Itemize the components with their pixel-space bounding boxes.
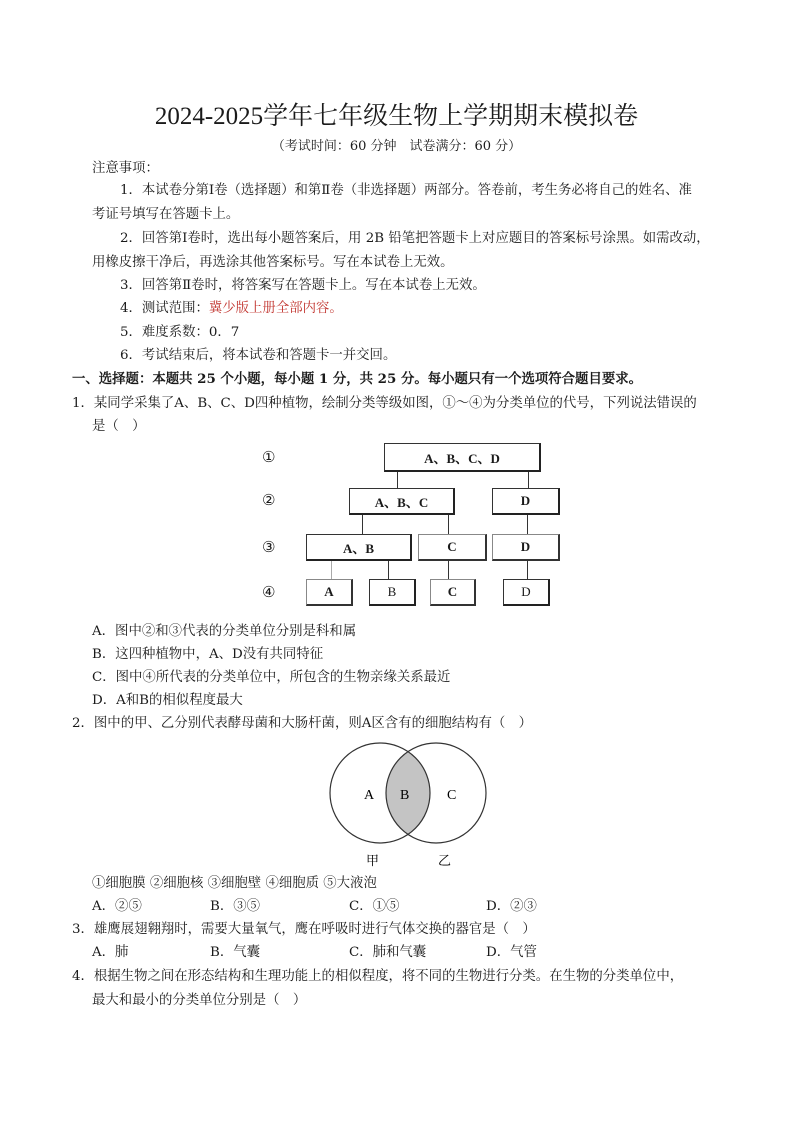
venn-region-c: C bbox=[447, 788, 457, 803]
rank-label-3: ③ bbox=[262, 538, 276, 556]
notice-heading: 注意事项： bbox=[92, 161, 159, 176]
rank-label-2: ② bbox=[262, 491, 276, 509]
cell-structures-list: ①细胞膜 ②细胞核 ③细胞壁 ④细胞质 ⑤大液泡 bbox=[92, 876, 377, 891]
notice-item-5: 5．难度系数：0．7 bbox=[120, 325, 240, 340]
q3-option-b: B．气囊 bbox=[210, 945, 261, 960]
taxon-box-d: D bbox=[492, 534, 560, 561]
connector bbox=[528, 471, 529, 489]
taxon-box-ab: A、B bbox=[306, 534, 412, 561]
question-2-stem: 2．图中的甲、乙分别代表酵母菌和大肠杆菌，则A区含有的细胞结构有（ ） bbox=[72, 716, 533, 731]
connector bbox=[448, 560, 449, 579]
connector bbox=[388, 560, 389, 579]
notice-item-1-cont: 考证号填写在答题卡上。 bbox=[92, 207, 240, 222]
notice-item-1: 1．本试卷分第Ⅰ卷（选择题）和第Ⅱ卷（非选择题）两部分。答卷前，考生务必将自己的姓名、准 bbox=[120, 183, 692, 198]
section-heading: 一、选择题：本题共 25 个小题，每小题 1 分，共 25 分。每小题只有一个选项符合题目要求。 bbox=[72, 371, 643, 387]
taxon-box-c: C bbox=[418, 534, 487, 561]
q2-option-a: A．②⑤ bbox=[92, 899, 142, 914]
venn-region-b: B bbox=[400, 788, 410, 803]
q1-option-b: B．这四种植物中，A、D没有共同特征 bbox=[92, 647, 324, 662]
q1-option-c: C．图中④所代表的分类单位中，所包含的生物亲缘关系最近 bbox=[92, 670, 451, 685]
taxon-box-abc: A、B、C bbox=[349, 488, 455, 515]
page-title: 2024-2025学年七年级生物上学期期末模拟卷 bbox=[154, 103, 639, 130]
venn-diagram bbox=[320, 735, 500, 870]
connector bbox=[527, 514, 528, 534]
connector bbox=[397, 471, 398, 489]
taxon-box-c: C bbox=[430, 579, 476, 606]
venn-label-jia: 甲 bbox=[366, 854, 380, 869]
q3-option-a: A．肺 bbox=[92, 945, 129, 960]
question-4-stem: 4．根据生物之间在形态结构和生理功能上的相似程度，将不同的生物进行分类。在生物的分类单位中， bbox=[72, 969, 684, 984]
taxon-box-b: B bbox=[369, 579, 416, 606]
question-4-stem-cont: 最大和最小的分类单位分别是（ ） bbox=[92, 993, 307, 1008]
rank-label-1: ① bbox=[262, 448, 276, 466]
question-1-stem: 1．某同学采集了A、B、C、D四种植物，绘制分类等级如图，①～④为分类单位的代号，下列说法错误的 bbox=[72, 396, 697, 411]
rank-label-4: ④ bbox=[262, 583, 276, 601]
q3-option-c: C．肺和气囊 bbox=[349, 945, 427, 960]
exam-info: （考试时间：60 分钟 试卷满分：60 分） bbox=[271, 139, 522, 154]
test-scope-highlight: 冀少版上册全部内容。 bbox=[208, 301, 343, 316]
q3-option-d: D．气管 bbox=[486, 945, 537, 960]
q2-option-c: C．①⑤ bbox=[349, 899, 400, 914]
q2-option-b: B．③⑤ bbox=[210, 899, 261, 914]
notice-item-2-cont: 用橡皮擦干净后，再选涂其他答案标号。写在本试卷上无效。 bbox=[92, 255, 454, 270]
connector bbox=[527, 560, 528, 579]
taxon-box-a: A bbox=[306, 579, 353, 606]
notice-item-4 bbox=[120, 300, 343, 318]
taxon-box-d: D bbox=[503, 579, 550, 606]
notice-item-4-label: 4．测试范围： bbox=[120, 301, 209, 316]
taxon-box-d: D bbox=[492, 488, 560, 515]
notice-item-6: 6．考试结束后，将本试卷和答题卡一并交回。 bbox=[120, 348, 397, 363]
venn-region-a: A bbox=[364, 788, 375, 803]
question-3-stem: 3．雄鹰展翅翱翔时，需要大量氧气，鹰在呼吸时进行气体交换的器官是（ ） bbox=[72, 922, 536, 937]
notice-item-3: 3．回答第Ⅱ卷时，将答案写在答题卡上。写在本试卷上无效。 bbox=[120, 278, 486, 293]
connector bbox=[448, 514, 449, 534]
taxon-box-abcd: A、B、C、D bbox=[384, 443, 541, 472]
connector bbox=[331, 560, 332, 579]
q2-option-d: D．②③ bbox=[486, 899, 537, 914]
notice-item-2: 2．回答第Ⅰ卷时，选出每小题答案后，用 2B 铅笔把答题卡上对应题目的答案标号涂黑。如需改动， bbox=[120, 231, 710, 246]
venn-label-yi: 乙 bbox=[438, 854, 452, 869]
question-1-stem-cont: 是（ ） bbox=[92, 419, 146, 434]
q1-option-a: A．图中②和③代表的分类单位分别是科和属 bbox=[92, 624, 357, 639]
connector bbox=[362, 514, 363, 534]
q1-option-d: D．A和B的相似程度最大 bbox=[92, 693, 243, 708]
